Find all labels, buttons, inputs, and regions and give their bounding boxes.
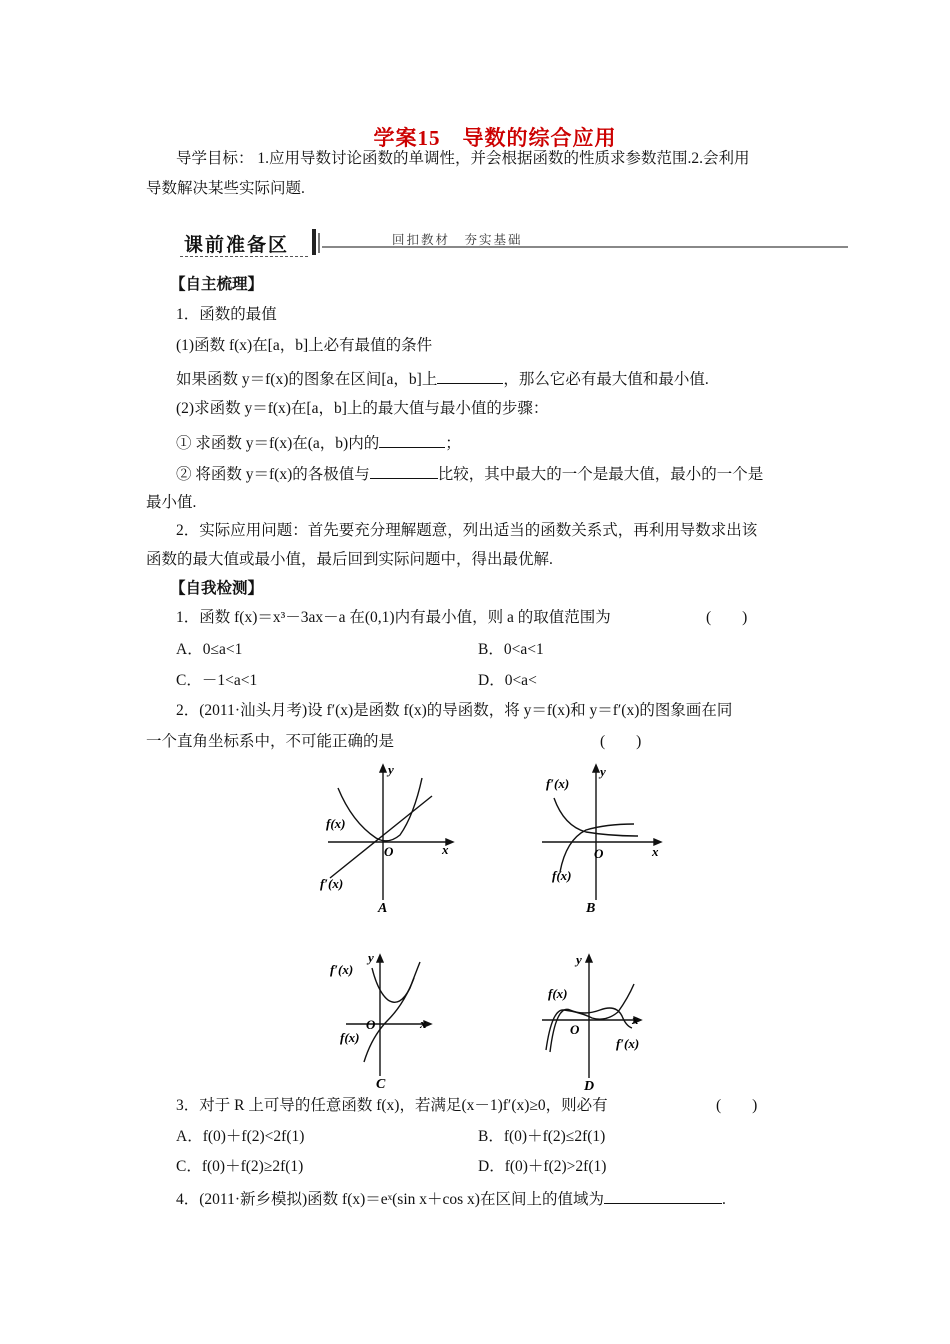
curve-label-fprime: f′(x) (616, 1036, 640, 1051)
curve-label-f: f(x) (552, 868, 572, 883)
q1-answer-paren: ( ) (706, 609, 748, 626)
q1-option-b: B．0<a<1 (478, 641, 544, 658)
curve-label-fprime: f′(x) (320, 876, 344, 891)
y-arrow-icon (377, 955, 383, 962)
graph-label-a: A (378, 901, 388, 916)
item1-sub1-text (176, 367, 709, 391)
x-axis-label: x (442, 842, 449, 857)
item1-sub2: (2)求函数 y＝f(x)在[a，b]上的最大值与最小值的步骤： (176, 400, 549, 417)
step2-cont: 最小值. (146, 494, 197, 511)
text-fragment: ，那么它必有最大值和最小值. (503, 371, 709, 388)
graph-label-c: C (376, 1077, 386, 1092)
step1 (176, 431, 461, 455)
text-fragment: 如果函数 y＝f(x)的图象在区间[a，b]上 (176, 371, 438, 388)
section-heading-selftest: 【自我检测】 (170, 580, 264, 597)
curve-f (338, 778, 422, 841)
graph-label-d: D (584, 1079, 595, 1094)
fill-blank (437, 367, 503, 384)
curve-label-f: f(x) (326, 816, 346, 831)
banner-subtitle: 回扣教材 夯实基础 (392, 232, 523, 247)
graph-c (316, 950, 466, 1095)
origin-label: O (366, 1017, 376, 1032)
graph-d (530, 950, 680, 1095)
objective-line2: 导数解决某些实际问题. (146, 180, 305, 197)
item1-title: 1．函数的最值 (176, 306, 277, 323)
banner-bar-thin (318, 233, 320, 253)
y-arrow-icon (586, 955, 592, 962)
q3-option-b: B．f(0)＋f(2)≤2f(1) (478, 1128, 606, 1145)
q2-line1: 2．(2011·汕头月考)设 f′(x)是函数 f(x)的导函数，将 y＝f(x)和 y＝f′(x)的图象画在同 (176, 702, 733, 719)
curve-label-fprime: f′(x) (330, 962, 354, 977)
banner-title: 课前准备区 (184, 234, 290, 256)
graph-b (530, 760, 680, 920)
q1-option-c: C．－1<a<1 (176, 672, 258, 689)
item1-sub1: (1)函数 f(x)在[a，b]上必有最值的条件 (176, 337, 433, 354)
origin-label: O (384, 844, 394, 859)
q3-option-d: D．f(0)＋f(2)>2f(1) (478, 1158, 607, 1175)
text-fragment: ； (445, 435, 461, 452)
x-axis-label: x (420, 1016, 427, 1031)
text-fragment: 4．(2011·新乡模拟)函数 f(x)＝eˣ(sin x＋cos x)在区间上的值域为 (176, 1191, 604, 1208)
q1-stem: 1．函数 f(x)＝x³－3ax－a 在(0,1)内有最小值，则 a 的取值范围为 (176, 609, 611, 626)
text-fragment: . (721, 1191, 726, 1208)
step2 (176, 462, 763, 486)
x-axis-label: x (652, 844, 659, 859)
banner-underline (180, 256, 308, 257)
q1-option-a: A．0≤a<1 (176, 641, 243, 658)
text-fragment: 比较，其中最大的一个是最大值，最小的一个是 (437, 466, 764, 483)
q1-option-d: D．0<a< (478, 672, 537, 689)
y-axis-label: y (600, 764, 606, 779)
graph-a (316, 760, 466, 920)
text-fragment: ② 将函数 y＝f(x)的各极值与 (176, 466, 370, 483)
q3-option-c: C．f(0)＋f(2)≥2f(1) (176, 1158, 304, 1175)
curve-label-fprime: f′(x) (546, 776, 570, 791)
q2-answer-paren: ( ) (600, 733, 642, 750)
y-axis-label: y (368, 950, 374, 965)
fill-blank (370, 462, 438, 479)
y-arrow-icon (380, 765, 386, 772)
page-title: 学案15 导数的综合应用 (373, 126, 617, 150)
origin-label: O (570, 1022, 580, 1037)
objective-line1: 导学目标： 1.应用导数讨论函数的单调性，并会根据函数的性质求参数范围.2.会利用 (176, 150, 750, 167)
fill-blank (379, 431, 445, 448)
graph-label-b: B (586, 901, 596, 916)
origin-label: O (594, 846, 604, 861)
q3-option-a: A．f(0)＋f(2)<2f(1) (176, 1128, 305, 1145)
x-axis-label: x (632, 1012, 639, 1027)
q4-stem (176, 1187, 726, 1211)
banner-bar (312, 229, 316, 255)
q3-stem: 3．对于 R 上可导的任意函数 f(x)，若满足(x－1)f′(x)≥0，则必有 (176, 1097, 608, 1114)
q2-line2: 一个直角坐标系中，不可能正确的是 (146, 733, 395, 750)
y-axis-label: y (576, 952, 582, 967)
text-fragment: ① 求函数 y＝f(x)在(a，b)内的 (176, 435, 380, 452)
curve-fprime (330, 796, 432, 878)
item2-line2: 函数的最大值或最小值，最后回到实际问题中，得出最优解. (146, 551, 553, 568)
curve-label-f: f(x) (548, 986, 568, 1001)
y-axis-label: y (388, 762, 394, 777)
y-arrow-icon (593, 765, 599, 772)
curve-label-f: f(x) (340, 1030, 360, 1045)
item2-line1: 2．实际应用问题：首先要充分理解题意，列出适当的函数关系式，再利用导数求出该 (176, 522, 758, 539)
section-heading-review: 【自主梳理】 (170, 276, 264, 293)
fill-blank (604, 1187, 722, 1204)
q3-answer-paren: ( ) (716, 1097, 758, 1114)
